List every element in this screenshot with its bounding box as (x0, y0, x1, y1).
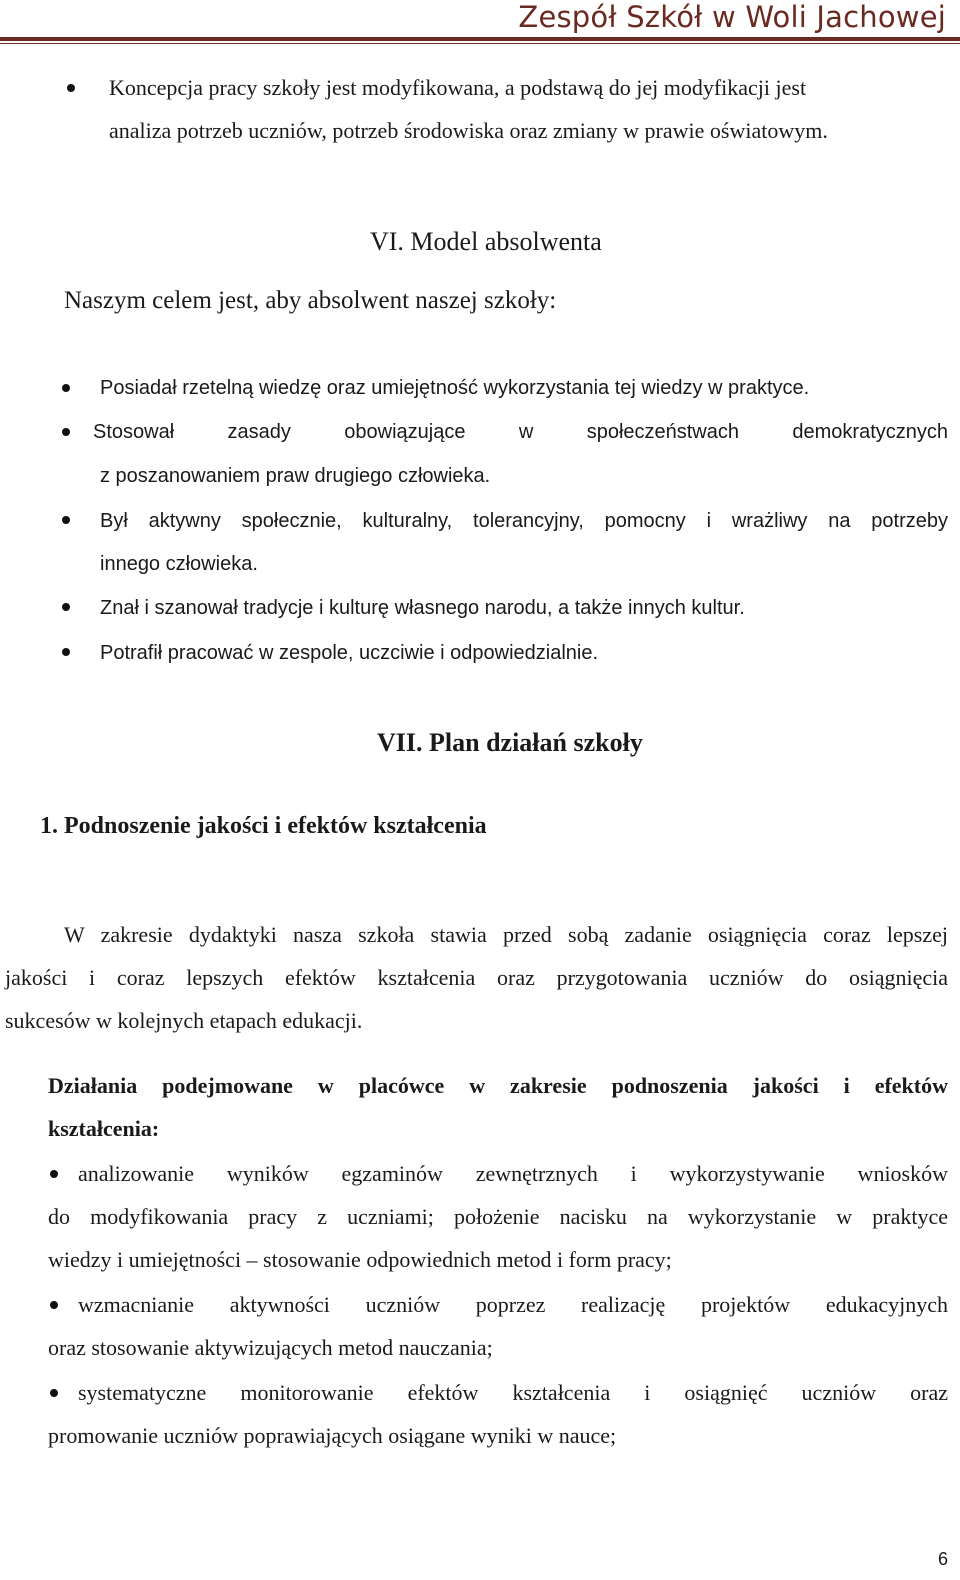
paragraph-line: jakości i coraz lepszych efektów kształcenia oraz przygotowania uczniów do osiągnięcia (5, 965, 948, 990)
model-bullet-line: Posiadał rzetelną wiedzę oraz umiejętność wykorzystania tej wiedzy w praktyce. (100, 377, 810, 399)
header-rule (0, 37, 960, 41)
action-bullet-line: wzmacnianie aktywności uczniów poprzez realizację projektów edukacyjnych (78, 1292, 948, 1317)
intro-bullet-line: analiza potrzeb uczniów, potrzeb środowiska oraz zmiany w prawie oświatowym. (109, 118, 828, 143)
action-bullet-line: wiedzy i umiejętności – stosowanie odpowiednich metod i form pracy; (48, 1247, 672, 1272)
action-bullet-line: systematyczne monitorowanie efektów kształcenia i osiągnięć uczniów oraz (78, 1380, 948, 1405)
bullet-dot (62, 384, 70, 392)
actions-heading: Działania podejmowane w placówce w zakresie podnoszenia jakości i efektów (48, 1073, 948, 1098)
action-bullet-line: oraz stosowanie aktywizujących metod nauczania; (48, 1335, 493, 1360)
page-number: 6 (937, 1549, 948, 1569)
model-bullet-line: Znał i szanował tradycje i kulturę własnego narodu, a także innych kultur. (100, 597, 745, 619)
actions-heading: kształcenia: (48, 1116, 160, 1141)
bullet-dot (67, 84, 75, 92)
model-bullet-line: Stosował zasady obowiązujące w społeczeństwach demokratycznych (93, 421, 948, 443)
action-bullet-line: do modyfikowania pracy z uczniami; położenie nacisku na wykorzystanie w praktyce (48, 1204, 948, 1229)
section-heading: VI. Model absolwenta (370, 227, 602, 256)
bullet-dot (50, 1389, 58, 1397)
paragraph-line: W zakresie dydaktyki nasza szkoła stawia przed sobą zadanie osiągnięcia coraz lepszej (64, 922, 948, 947)
paragraph-line: sukcesów w kolejnych etapach edukacji. (5, 1008, 363, 1033)
bullet-dot (50, 1170, 58, 1178)
model-bullet-line: Potrafił pracować w zespole, uczciwie i odpowiedzialnie. (100, 642, 599, 664)
model-bullet-line: z poszanowaniem praw drugiego człowieka. (100, 465, 491, 487)
bullet-dot (50, 1301, 58, 1309)
header-rule-thin (0, 43, 960, 44)
model-bullet-line: Był aktywny społecznie, kulturalny, tolerancyjny, pomocny i wrażliwy na potrzeby (100, 510, 948, 532)
section-lead: Naszym celem jest, aby absolwent naszej szkoły: (64, 287, 557, 314)
section-subheading: 1. Podnoszenie jakości i efektów kształcenia (40, 813, 487, 839)
bullet-dot (62, 603, 70, 611)
header-title: Zespół Szkół w Woli Jachowej (518, 0, 946, 34)
model-bullet-line: innego człowieka. (100, 553, 258, 575)
bullet-dot (62, 516, 70, 524)
bullet-dot (62, 428, 70, 436)
action-bullet-line: analizowanie wyników egzaminów zewnętrznych i wykorzystywanie wniosków (78, 1161, 948, 1186)
section-heading: VII. Plan działań szkoły (377, 728, 643, 757)
intro-bullet-line: Koncepcja pracy szkoły jest modyfikowana, a podstawą do jej modyfikacji jest (109, 75, 807, 100)
bullet-dot (62, 648, 70, 656)
action-bullet-line: promowanie uczniów poprawiających osiągane wyniki w nauce; (48, 1423, 617, 1448)
